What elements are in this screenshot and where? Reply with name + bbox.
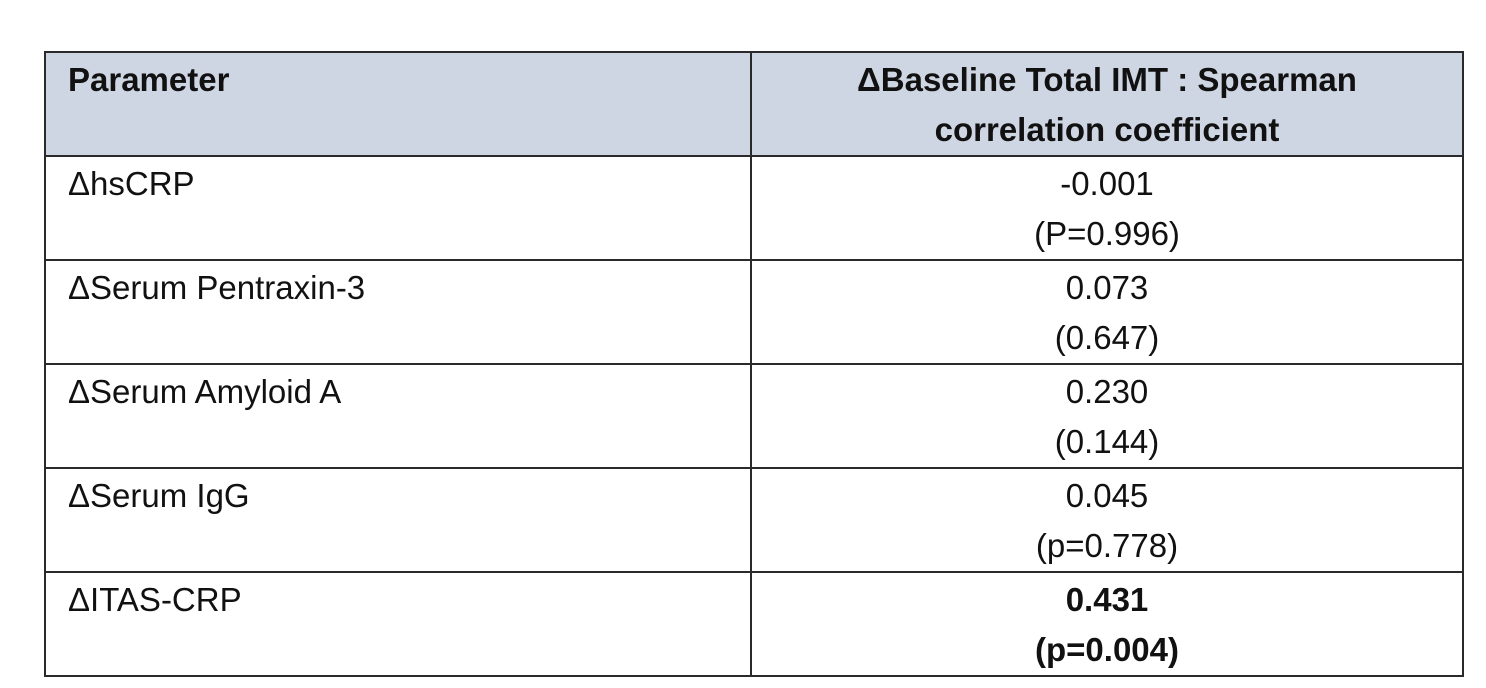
row-parameter: ΔSerum Pentraxin-3 xyxy=(45,260,751,364)
table-header xyxy=(45,52,1463,156)
correlation-table-container xyxy=(44,51,1462,677)
row-parameter: ΔhsCRP xyxy=(45,156,751,260)
header-coefficient xyxy=(751,52,1463,156)
table-body xyxy=(45,156,1463,676)
row-coefficient xyxy=(751,260,1463,364)
row-coefficient-value: 0.045 xyxy=(1065,477,1149,514)
row-coefficient xyxy=(751,364,1463,468)
row-parameter: ΔSerum IgG xyxy=(45,468,751,572)
row-coefficient xyxy=(751,468,1463,572)
row-parameter: ΔSerum Amyloid A xyxy=(45,364,751,468)
header-row xyxy=(45,52,1463,156)
correlation-table xyxy=(44,51,1464,677)
table-row xyxy=(45,156,1463,260)
table-row xyxy=(45,572,1463,676)
table-row xyxy=(45,468,1463,572)
row-p-value: (0.144) xyxy=(1054,423,1160,460)
header-coefficient-line2: correlation coefficient xyxy=(934,111,1280,148)
row-coefficient-value: 0.431 xyxy=(1065,581,1149,618)
header-coefficient-line1: ΔBaseline Total IMT : Spearman xyxy=(857,61,1357,98)
row-coefficient xyxy=(751,156,1463,260)
row-coefficient-value: 0.230 xyxy=(1065,373,1149,410)
row-p-value: (P=0.996) xyxy=(1034,215,1180,252)
row-p-value: (0.647) xyxy=(1054,319,1160,356)
row-coefficient-significant xyxy=(751,572,1463,676)
table-row xyxy=(45,364,1463,468)
row-coefficient-value: 0.073 xyxy=(1065,269,1149,306)
row-p-value: (p=0.004) xyxy=(1035,631,1179,668)
header-parameter: Parameter xyxy=(45,52,751,156)
table-row xyxy=(45,260,1463,364)
row-p-value: (p=0.778) xyxy=(1035,527,1179,564)
row-parameter: ΔITAS-CRP xyxy=(45,572,751,676)
row-coefficient-value: -0.001 xyxy=(1060,165,1154,202)
